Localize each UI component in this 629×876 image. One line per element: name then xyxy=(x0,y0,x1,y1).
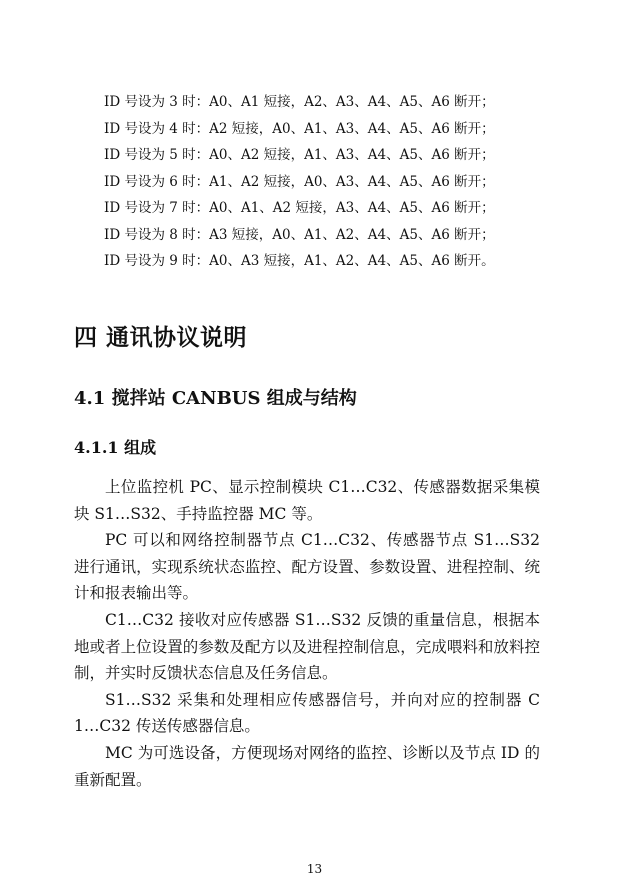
page-number: 13 xyxy=(306,862,323,876)
paragraph: 上位监控机 PC、显示控制模块 C1…C32、传感器数据采集模块 S1…S32、手持监控器 MC 等。 xyxy=(74,478,540,523)
id-setting-line: ID 号设为 5 时：A0、A2 短接，A1、A3、A4、A5、A6 断开； xyxy=(104,147,495,163)
section-heading: 4.1 搅拌站 CANBUS 组成与结构 xyxy=(74,388,357,409)
id-setting-line: ID 号设为 7 时：A0、A1、A2 短接，A3、A4、A5、A6 断开； xyxy=(104,200,495,216)
paragraph: C1…C32 接收对应传感器 S1…S32 反馈的重量信息，根据本地或者上位设置的参数及配方以及进程控制信息，完成喂料和放料控制，并实时反馈状态信息及任务信息。 xyxy=(74,610,540,683)
paragraph: MC 为可选设备，方便现场对网络的监控、诊断以及节点 ID 的重新配置。 xyxy=(74,743,540,789)
id-setting-line: ID 号设为 3 时：A0、A1 短接，A2、A3、A4、A5、A6 断开； xyxy=(104,94,495,110)
paragraph: S1…S32 采集和处理相应传感器信号，并向对应的控制器 C1…C32 传送传感器信息。 xyxy=(74,690,540,736)
id-setting-line: ID 号设为 6 时：A1、A2 短接，A0、A3、A4、A5、A6 断开； xyxy=(104,173,495,190)
subsection-heading: 4.1.1 组成 xyxy=(74,438,157,457)
paragraph: PC 可以和网络控制器节点 C1…C32、传感器节点 S1…S32 进行通讯，实现系统状态监控、配方设置、参数设置、进程控制、统计和报表输出等。 xyxy=(74,531,540,603)
chapter-heading: 四 通讯协议说明 xyxy=(74,324,248,351)
id-setting-line: ID 号设为 4 时：A2 短接，A0、A1、A3、A4、A5、A6 断开； xyxy=(104,120,495,137)
id-setting-line: ID 号设为 8 时：A3 短接，A0、A1、A2、A4、A5、A6 断开； xyxy=(104,226,495,243)
id-setting-line: ID 号设为 9 时：A0、A3 短接，A1、A2、A4、A5、A6 断开。 xyxy=(104,253,495,269)
id-settings-list xyxy=(104,89,524,275)
body-text xyxy=(74,474,540,793)
